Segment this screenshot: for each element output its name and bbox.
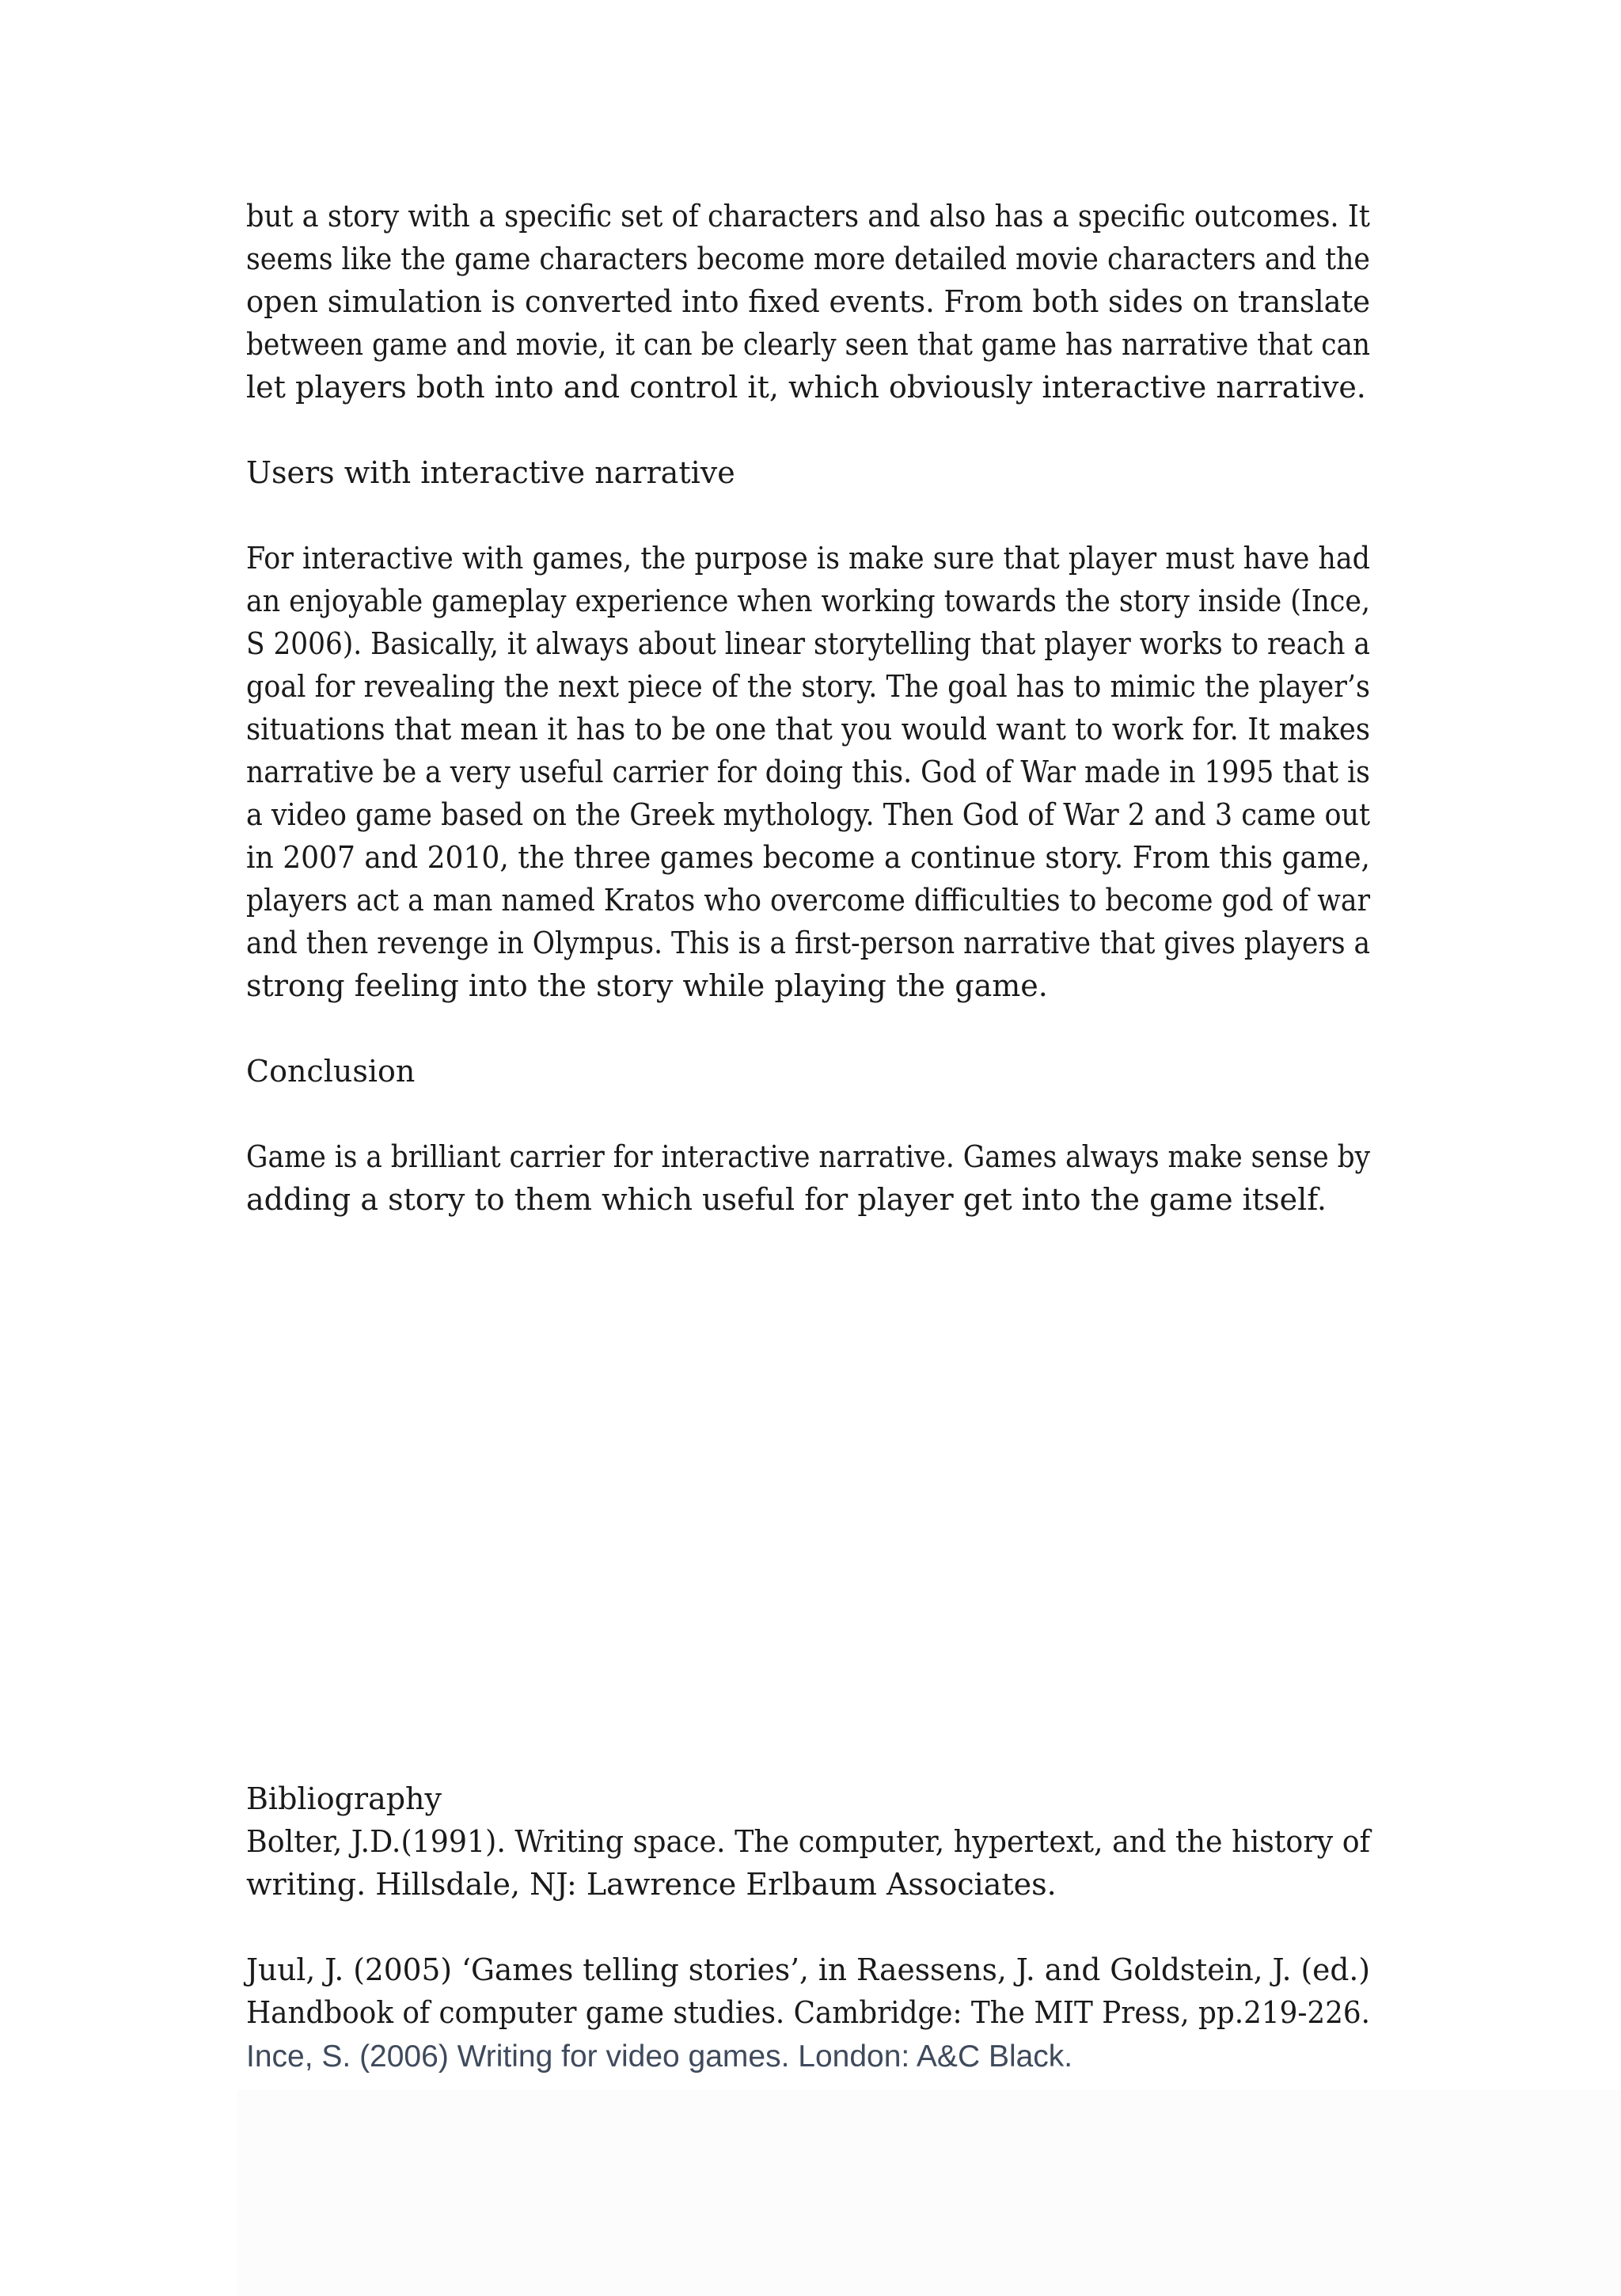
paragraph-line: narrative be a very useful carrier for doing this. God of War made in 1995 that is (246, 755, 1370, 789)
bibliography-line: Juul, J. (2005) ‘Games telling stories’, in Raessens, J. and Goldstein, J. (ed.) (246, 1952, 1370, 1987)
bibliography-line: Handbook of computer game studies. Cambridge: The MIT Press, pp.219-226. (246, 1995, 1370, 2030)
section-heading-users: Users with interactive narrative (246, 455, 735, 490)
paragraph-line: and then revenge in Olympus. This is a first-person narrative that gives players a (246, 926, 1371, 960)
intro-paragraph (246, 195, 1394, 409)
paragraph-line: players act a man named Kratos who overcome difficulties to become god of war (246, 883, 1371, 918)
paragraph-line: a video game based on the Greek mythology. Then God of War 2 and 3 came out (246, 797, 1371, 832)
document-body (246, 195, 1394, 1221)
conclusion-paragraph (246, 1135, 1394, 1221)
bibliography-entry-juul (246, 1948, 1394, 2034)
bibliography-entry-ince (246, 2036, 1394, 2078)
paragraph-line: goal for revealing the next piece of the story. The goal has to mimic the player’s (246, 669, 1370, 704)
bibliography-line: Ince, S. (2006) Writing for video games. London: A&C Black. (246, 2039, 1073, 2074)
paragraph-line: open simulation is converted into fixed events. From both sides on translate (246, 284, 1371, 319)
paragraph-line: seems like the game characters become more detailed movie characters and the (246, 241, 1370, 276)
paragraph-line: adding a story to them which useful for player get into the game itself. (246, 1182, 1327, 1217)
paragraph-line: strong feeling into the story while playing the game. (246, 968, 1048, 1003)
bibliography-section (246, 1777, 1394, 2078)
paragraph-line: Game is a brilliant carrier for interactive narrative. Games always make sense by (246, 1139, 1371, 1174)
page-bottom-shade (237, 2090, 1621, 2296)
paragraph-line: let players both into and control it, which obviously interactive narrative. (246, 370, 1366, 405)
paragraph-line: situations that mean it has to be one that you would want to work for. It makes (246, 712, 1371, 747)
bibliography-line: writing. Hillsdale, NJ: Lawrence Erlbaum Associates. (246, 1867, 1057, 1902)
bibliography-line: Bolter, J.D.(1991). Writing space. The computer, hypertext, and the history of (246, 1824, 1371, 1859)
users-paragraph (246, 537, 1394, 1007)
section-heading-conclusion: Conclusion (246, 1054, 416, 1089)
bibliography-entry-bolter (246, 1820, 1394, 1906)
paragraph-line: For interactive with games, the purpose is make sure that player must have had (246, 541, 1371, 576)
bibliography-heading: Bibliography (246, 1781, 442, 1816)
paragraph-line: an enjoyable gameplay experience when working towards the story inside (Ince, (246, 584, 1371, 618)
paragraph-line: S 2006). Basically, it always about linear storytelling that player works to reach a (246, 626, 1370, 661)
paragraph-line: in 2007 and 2010, the three games become a continue story. From this game, (246, 840, 1371, 875)
paragraph-line: between game and movie, it can be clearly seen that game has narrative that can (246, 327, 1371, 362)
paragraph-line: but a story with a specific set of characters and also has a specific outcomes. It (246, 199, 1370, 234)
